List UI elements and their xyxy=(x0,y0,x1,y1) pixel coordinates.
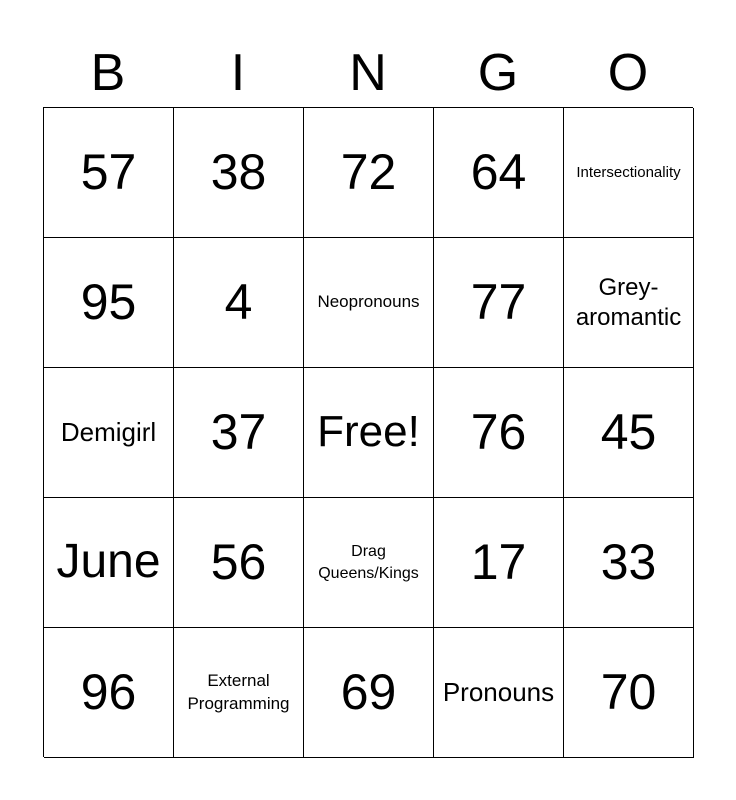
bingo-cell[interactable]: 4 xyxy=(174,238,304,368)
header-letter-i: I xyxy=(230,44,246,102)
free-space-cell[interactable]: Free! xyxy=(304,368,434,498)
header-letter-n: N xyxy=(349,44,387,102)
bingo-cell[interactable]: 56 xyxy=(174,498,304,628)
header-letter-b: B xyxy=(90,44,126,102)
bingo-cell[interactable]: Demigirl xyxy=(44,368,174,498)
bingo-cell[interactable]: 69 xyxy=(304,628,434,758)
bingo-cell[interactable]: Pronouns xyxy=(434,628,564,758)
bingo-cell[interactable]: 57 xyxy=(44,108,174,238)
bingo-cell[interactable]: 33 xyxy=(564,498,694,628)
bingo-cell[interactable]: 96 xyxy=(44,628,174,758)
bingo-header xyxy=(43,38,693,108)
bingo-cell[interactable]: 37 xyxy=(174,368,304,498)
bingo-cell[interactable]: 38 xyxy=(174,108,304,238)
bingo-cell[interactable]: 72 xyxy=(304,108,434,238)
header-letter-o: O xyxy=(607,44,649,102)
bingo-cell[interactable]: External Programming xyxy=(174,628,304,758)
bingo-cell[interactable]: 17 xyxy=(434,498,564,628)
bingo-cell[interactable]: June xyxy=(44,498,174,628)
bingo-cell[interactable]: 45 xyxy=(564,368,694,498)
header-letter-g: G xyxy=(477,44,519,102)
bingo-cell[interactable]: Grey-aromantic xyxy=(564,238,694,368)
bingo-cell[interactable]: 77 xyxy=(434,238,564,368)
bingo-cell[interactable]: 70 xyxy=(564,628,694,758)
bingo-cell[interactable]: Neopronouns xyxy=(304,238,434,368)
bingo-cell[interactable]: Intersectionality xyxy=(564,108,694,238)
bingo-cell[interactable]: 76 xyxy=(434,368,564,498)
bingo-cell[interactable]: 64 xyxy=(434,108,564,238)
bingo-cell[interactable]: 95 xyxy=(44,238,174,368)
bingo-cell[interactable]: Drag Queens/Kings xyxy=(304,498,434,628)
bingo-card-grid xyxy=(43,107,693,757)
